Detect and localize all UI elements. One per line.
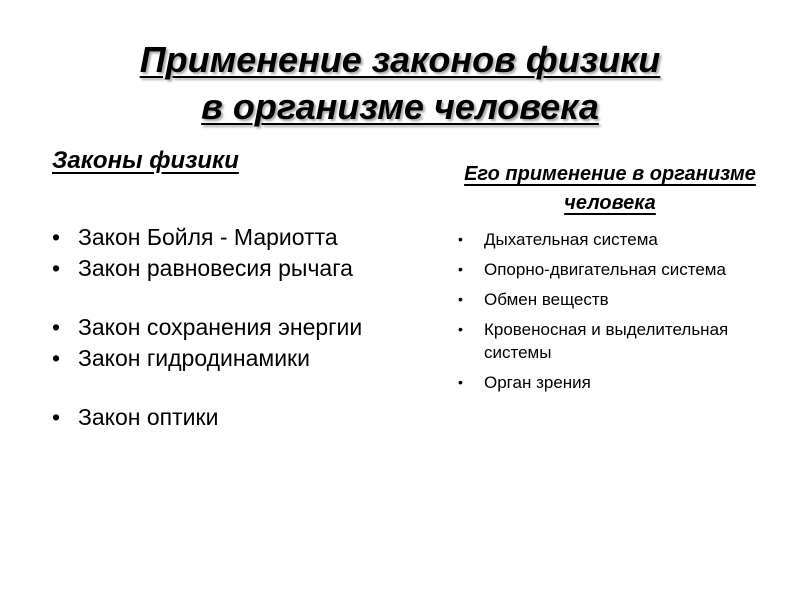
laws-list-item: • Закон равновесия рычага — [52, 254, 422, 282]
application-list-item: • Дыхательная система — [458, 228, 788, 251]
application-list-item: • Орган зрения — [458, 371, 788, 394]
application-list — [458, 228, 788, 401]
laws-list-item: • Закон сохранения энергии — [52, 313, 422, 341]
application-column-heading: Его применение в организме человека — [464, 163, 756, 214]
slide-title-line-1: Применение законов физики — [139, 39, 661, 80]
laws-column-heading: Законы физики — [52, 147, 239, 174]
laws-list-item: • Закон Бойля - Мариотта — [52, 223, 422, 251]
application-list-item: • Кровеносная и выделительная системы — [458, 318, 788, 364]
laws-list — [52, 223, 422, 434]
laws-list-item: • Закон оптики — [52, 403, 422, 431]
application-list-item: • Опорно-двигательная система — [458, 258, 788, 281]
slide-title-line-2: в организме человека — [201, 86, 599, 127]
laws-list-item: • Закон гидродинамики — [52, 344, 422, 372]
application-list-item: • Обмен веществ — [458, 288, 788, 311]
slide-title — [0, 36, 800, 130]
